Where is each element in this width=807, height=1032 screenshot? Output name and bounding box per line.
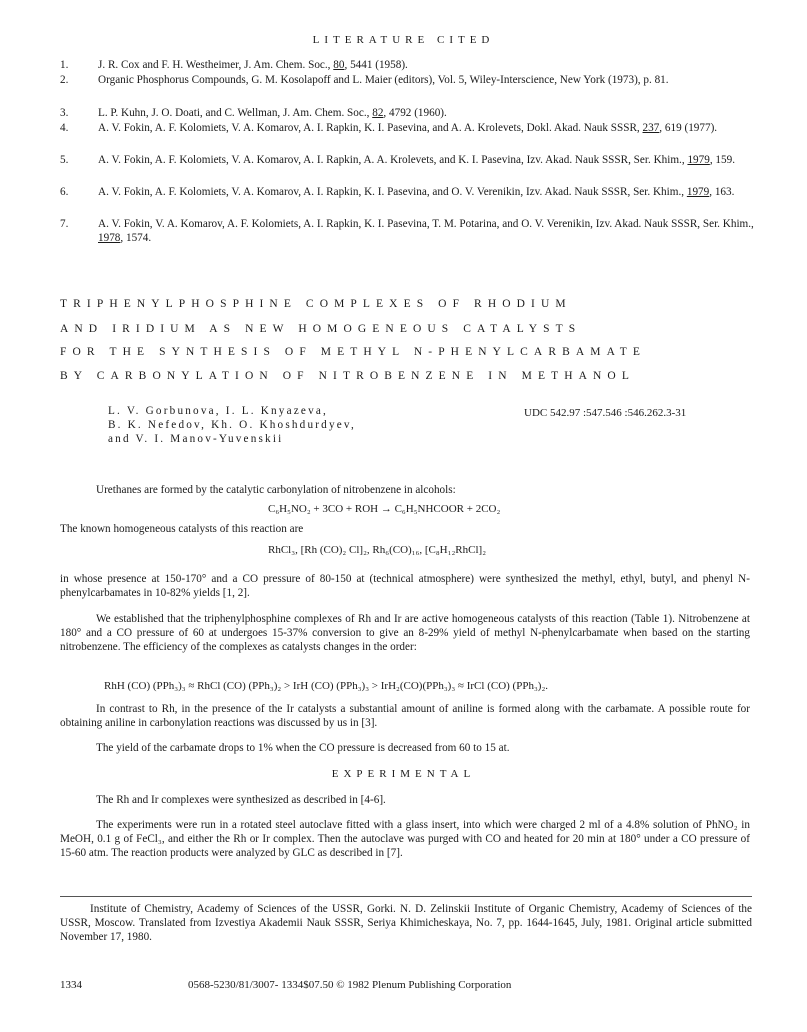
- reference-volume: 1979: [686, 186, 710, 198]
- reference-volume: 237: [642, 122, 660, 134]
- reference-text: Organic Phosphorus Compounds, G. M. Kosolapoff and L. Maier (editors), Vol. 5, Wiley-Interscience, New York (1973), p. 81.: [98, 74, 669, 86]
- udc-code: UDC 542.97 :547.546 :546.262.3-31: [524, 407, 687, 419]
- reference-pages: , 159.: [709, 154, 735, 166]
- article-title-line: AND IRIDIUM AS NEW HOMOGENEOUS CATALYSTS: [60, 323, 582, 335]
- reference-volume: 1978: [98, 232, 121, 245]
- publisher-line: 0568-5230/81/3007- 1334$07.50 © 1982 Plenum Publishing Corporation: [188, 979, 512, 991]
- reference-number: 5.: [60, 154, 69, 166]
- reference-item: [60, 73, 760, 87]
- efficiency-order: RhH (CO) (PPh₃)₃ ≈ RhCl (CO) (PPh₃)₂ > IrH (CO) (PPh₃)₃ > IrH₂(CO)(PPh₃)₃ ≈ IrCl (CO) (PPh₃)₂.: [104, 680, 549, 692]
- reference-pages: , 163.: [709, 186, 735, 198]
- author-line: L. V. Gorbunova, I. L. Knyazeva,: [108, 405, 329, 417]
- footnote-affiliation: Institute of Chemistry, Academy of Sciences of the USSR, Gorki. N. D. Zelinskii Institute of Organic Chemistry, Academy of Sciences of the USSR, Moscow. Translated from Izvestiya Akademii Nauk SSSR, Seriya Khimicheskaya, No. 7, pp. 1644-1645, July, 1981. Original article submitted November 17, 1980.: [60, 903, 752, 943]
- reference-pages: , 619 (1977).: [659, 122, 718, 134]
- body-paragraph: In contrast to Rh, in the presence of the Ir catalysts a substantial amount of aniline is formed along with the carbamate. A possible route for obtaining aniline in carbonylation reactions was discussed by us in [3].: [60, 703, 750, 730]
- body-paragraph: The yield of the carbamate drops to 1% when the CO pressure is decreased from 60 to 15 at.: [96, 742, 510, 754]
- reference-text: J. R. Cox and F. H. Westheimer, J. Am. Chem. Soc.,: [98, 59, 334, 71]
- reference-number: 3.: [60, 107, 69, 119]
- catalyst-list: RhCl₃, [Rh (CO)₂ Cl]₂, Rh₆(CO)₁₆, [C₈H₁₂RhCl]₂: [268, 544, 487, 556]
- reference-item: [60, 106, 760, 120]
- reference-text: A. V. Fokin, A. F. Kolomiets, V. A. Komarov, A. I. Rapkin, K. I. Pasevina, and A. A. Krolevets, Dokl. Akad. Nauk SSSR,: [98, 122, 643, 134]
- article-title-line: TRIPHENYLPHOSPHINE COMPLEXES OF RHODIUM: [60, 298, 572, 310]
- reference-number: 1.: [60, 59, 69, 71]
- body-paragraph: Urethanes are formed by the catalytic carbonylation of nitrobenzene in alcohols:: [96, 484, 456, 496]
- body-paragraph: The Rh and Ir complexes were synthesized as described in [4-6].: [96, 794, 386, 806]
- reference-text: A. V. Fokin, A. F. Kolomiets, V. A. Komarov, A. I. Rapkin, A. A. Krolevets, and K. I. Pasevina, Izv. Akad. Nauk SSSR, Ser. Khim.,: [98, 154, 688, 166]
- reference-volume: 82: [372, 107, 384, 119]
- author-line: and V. I. Manov-Yuvenskii: [108, 433, 284, 445]
- reference-text: A. V. Fokin, V. A. Komarov, A. F. Kolomiets, A. I. Rapkin, K. I. Pasevina, T. M. Potarina, and O. V. Verenikin, Izv. Akad. Nauk SSSR, Ser. Khim.,: [98, 218, 754, 230]
- reference-volume: 80: [333, 59, 345, 71]
- body-paragraph: The known homogeneous catalysts of this reaction are: [60, 523, 304, 535]
- page-number: 1334: [60, 979, 82, 991]
- reference-text: L. P. Kuhn, J. O. Doati, and C. Wellman, J. Am. Chem. Soc.,: [98, 107, 373, 119]
- reference-text: A. V. Fokin, A. F. Kolomiets, V. A. Komarov, A. I. Rapkin, K. I. Pasevina, and O. V. Verenikin, Izv. Akad. Nauk SSSR, Ser. Khim.,: [98, 186, 687, 198]
- reference-number: 4.: [60, 122, 69, 134]
- reference-volume: 1979: [687, 154, 710, 166]
- article-title-line: FOR THE SYNTHESIS OF METHYL N-PHENYLCARBAMATE: [60, 346, 646, 358]
- reference-pages: , 4792 (1960).: [383, 107, 447, 119]
- reference-pages: , 5441 (1958).: [344, 59, 408, 71]
- author-line: B. K. Nefedov, Kh. O. Khoshdurdyev,: [108, 419, 356, 431]
- reference-item: [60, 121, 760, 135]
- reference-item: [60, 185, 760, 199]
- footnote-divider: [60, 896, 752, 897]
- body-paragraph: The experiments were run in a rotated steel autoclave fitted with a glass insert, into which were charged 2 ml of a 4.8% solution of PhNO₂ in MeOH, 0.1 g of FeCl₃, and either the Rh or Ir complex. Then the autoclave was purged with CO and heated for 20 min at 180° under a CO pressure of 15-60 atm. The reaction products were analyzed by GLC as described in [7].: [60, 819, 750, 860]
- literature-cited-heading: LITERATURE CITED: [312, 34, 495, 46]
- reference-item: [60, 153, 760, 167]
- reference-item: [60, 217, 760, 245]
- reference-item: [60, 58, 760, 72]
- article-title-line: BY CARBONYLATION OF NITROBENZENE IN METHANOL: [60, 370, 635, 382]
- experimental-heading: EXPERIMENTAL: [331, 768, 476, 780]
- body-paragraph: in whose presence at 150-170° and a CO pressure of 80-150 at (technical atmosphere) were synthesized the methyl, ethyl, butyl, and phenyl N-phenylcarbamates in 10-82% yields [1, 2].: [60, 573, 750, 600]
- reaction-equation: C₆H₅NO₂ + 3CO + ROH → C₆H₅NHCOOR + 2CO₂: [268, 503, 501, 515]
- body-paragraph: We established that the triphenylphosphine complexes of Rh and Ir are active homogeneous catalysts of this reaction (Table 1). Nitrobenzene at 180° and a CO pressure of 60 at undergoes 15-37% conversion to give an 8-29% yield of methyl N-phenylcarbamate when based on the starting nitrobenzene. The efficiency of the complexes as catalysts changes in the order:: [60, 613, 750, 654]
- reference-number: 6.: [60, 186, 69, 198]
- reference-pages: , 1574.: [120, 232, 152, 245]
- reference-number: 2.: [60, 74, 69, 86]
- reference-number: 7.: [60, 218, 69, 230]
